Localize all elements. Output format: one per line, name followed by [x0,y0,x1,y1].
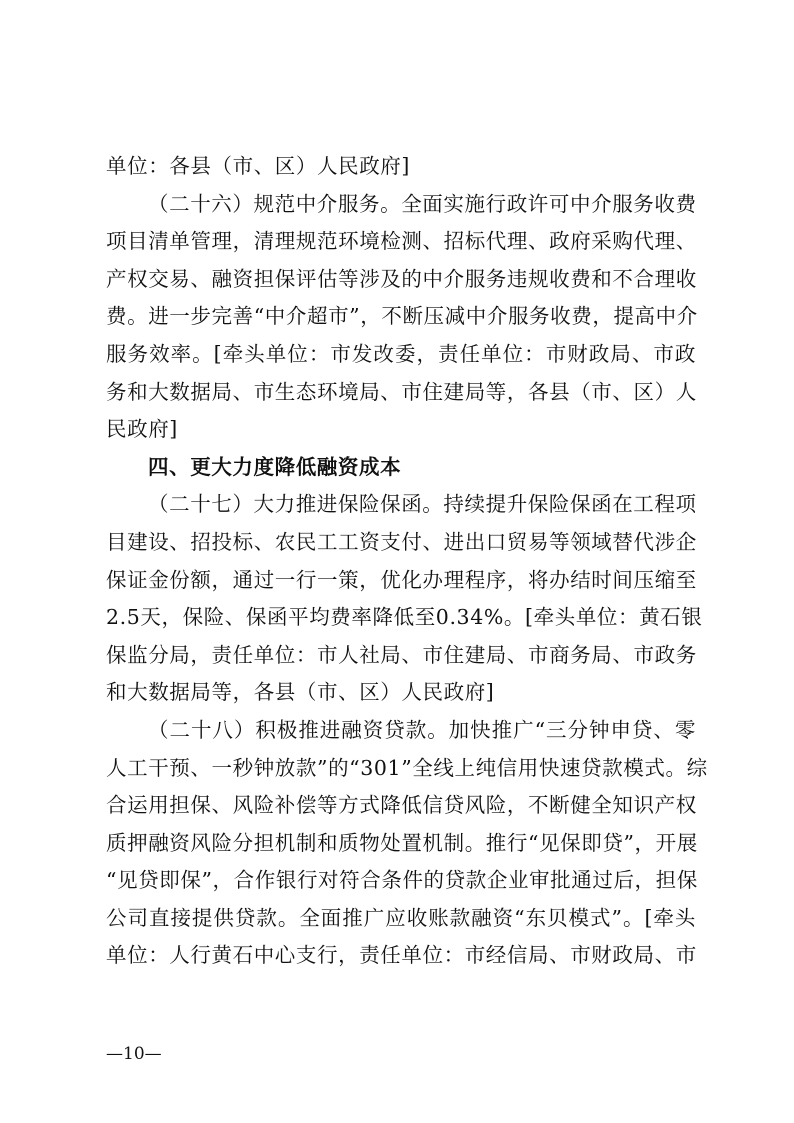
text-line: 单位：人行黄石中心支行，责任单位：市经信局、市财政局、市 [106,943,697,968]
text-line: 保监分局，责任单位：市人社局、市住建局、市商务局、市政务 [106,642,697,667]
text-line: 合运用担保、风险补偿等方式降低信贷风险，不断健全知识产权 [106,793,697,818]
text-line: 项目清单管理，清理规范环境检测、招标代理、政府采购代理、 [106,229,697,254]
text-line: 费。进一步完善“中介超市”，不断压减中介服务收费，提高中介 [106,304,698,329]
text-line: 质押融资风险分担机制和质物处置机制。推行“见保即贷”，开展 [106,830,698,855]
text-line: 保证金份额，通过一行一策，优化办理程序，将办结时间压缩至 [106,567,697,592]
text-line: 产权交易、融资担保评估等涉及的中介服务违规收费和不合理收 [106,266,697,291]
text-line: 务和大数据局、市生态环境局、市住建局等，各县（市、区）人 [106,379,697,404]
text-line: 单位：各县（市、区）人民政府] [106,154,410,178]
text-line: “见贷即保”，合作银行对符合条件的贷款企业审批通过后，担保 [106,868,698,893]
text-line: 2.5天，保险、保函平均费率降低至0.34%。[牵头单位：黄石银 [106,605,703,630]
page-number: —10— [106,1044,162,1064]
text-line: 人工干预、一秒钟放款”的“301”全线上纯信用快速贷款模式。综 [106,755,708,780]
text-line: （二十七）大力推进保险保函。持续提升保险保函在工程项 [148,492,697,517]
body-text [106,148,708,975]
text-line: 民政府] [106,417,178,442]
text-line: （二十八）积极推进融资贷款。加快推广“三分钟申贷、零 [148,717,696,742]
text-line: 服务效率。[牵头单位：市发改委，责任单位：市财政局、市政 [106,341,696,366]
text-line: 目建设、招投标、农民工工资支付、进出口贸易等领域替代涉企 [106,529,697,554]
text-line: 公司直接提供贷款。全面推广应收账款融资“东贝模式”。[牵头 [106,905,696,930]
section-heading: 四、更大力度降低融资成本 [148,454,402,479]
text-line: （二十六）规范中介服务。全面实施行政许可中介服务收费 [148,191,697,216]
text-line: 和大数据局等，各县（市、区）人民政府] [106,680,495,705]
